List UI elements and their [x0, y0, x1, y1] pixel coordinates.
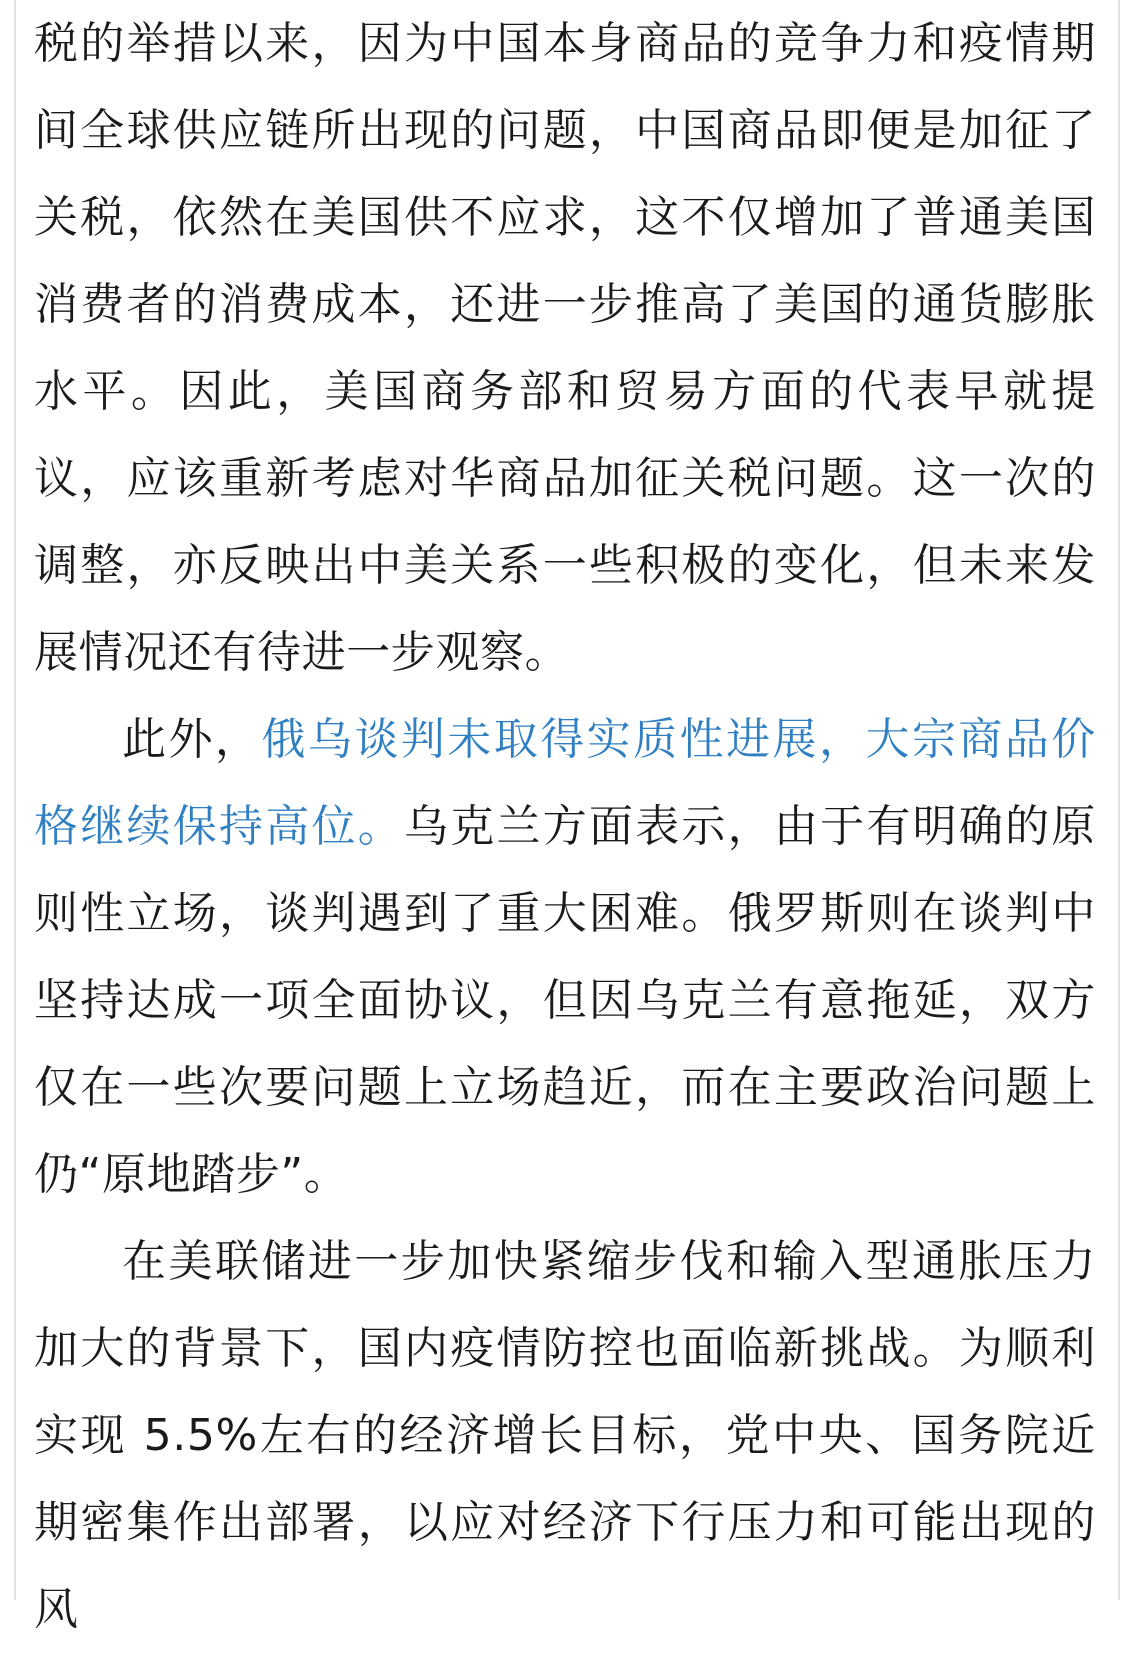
- page-container: [14, 0, 1120, 1635]
- paragraph-russia-ukraine: [34, 696, 1096, 1218]
- article-body: [34, 0, 1096, 1653]
- paragraph-body: 乌克兰方面表示，由于有明确的原则性立场，谈判遇到了重大困难。俄罗斯则在谈判中坚持达成一项全面协议，但因乌克兰有意拖延，双方仅在一些次要问题上立场趋近，而在主要政治问题上仍“原地踏步”。: [34, 801, 1096, 1200]
- highlight-link[interactable]: 俄乌谈判未取得实质性进展，大宗商品价格继续保持高位。: [34, 714, 1096, 852]
- paragraph-fed-tightening: 在美联储进一步加快紧缩步伐和输入型通胀压力加大的背景下，国内疫情防控也面临新挑战。为顺利实现 5.5%左右的经济增长目标，党中央、国务院近期密集作出部署，以应对经济下行压力和可能出现的风: [34, 1236, 1096, 1635]
- paragraph-lead: 此外，: [122, 714, 262, 765]
- paragraph-tariff: 税的举措以来，因为中国本身商品的竞争力和疫情期间全球供应链所出现的问题，中国商品即便是加征了关税，依然在美国供不应求，这不仅增加了普通美国消费者的消费成本，还进一步推高了美国的通货膨胀水平。因此，美国商务部和贸易方面的代表早就提议，应该重新考虑对华商品加征关税问题。这一次的调整，亦反映出中美关系一些积极的变化，但未来发展情况还有待进一步观察。: [34, 18, 1096, 678]
